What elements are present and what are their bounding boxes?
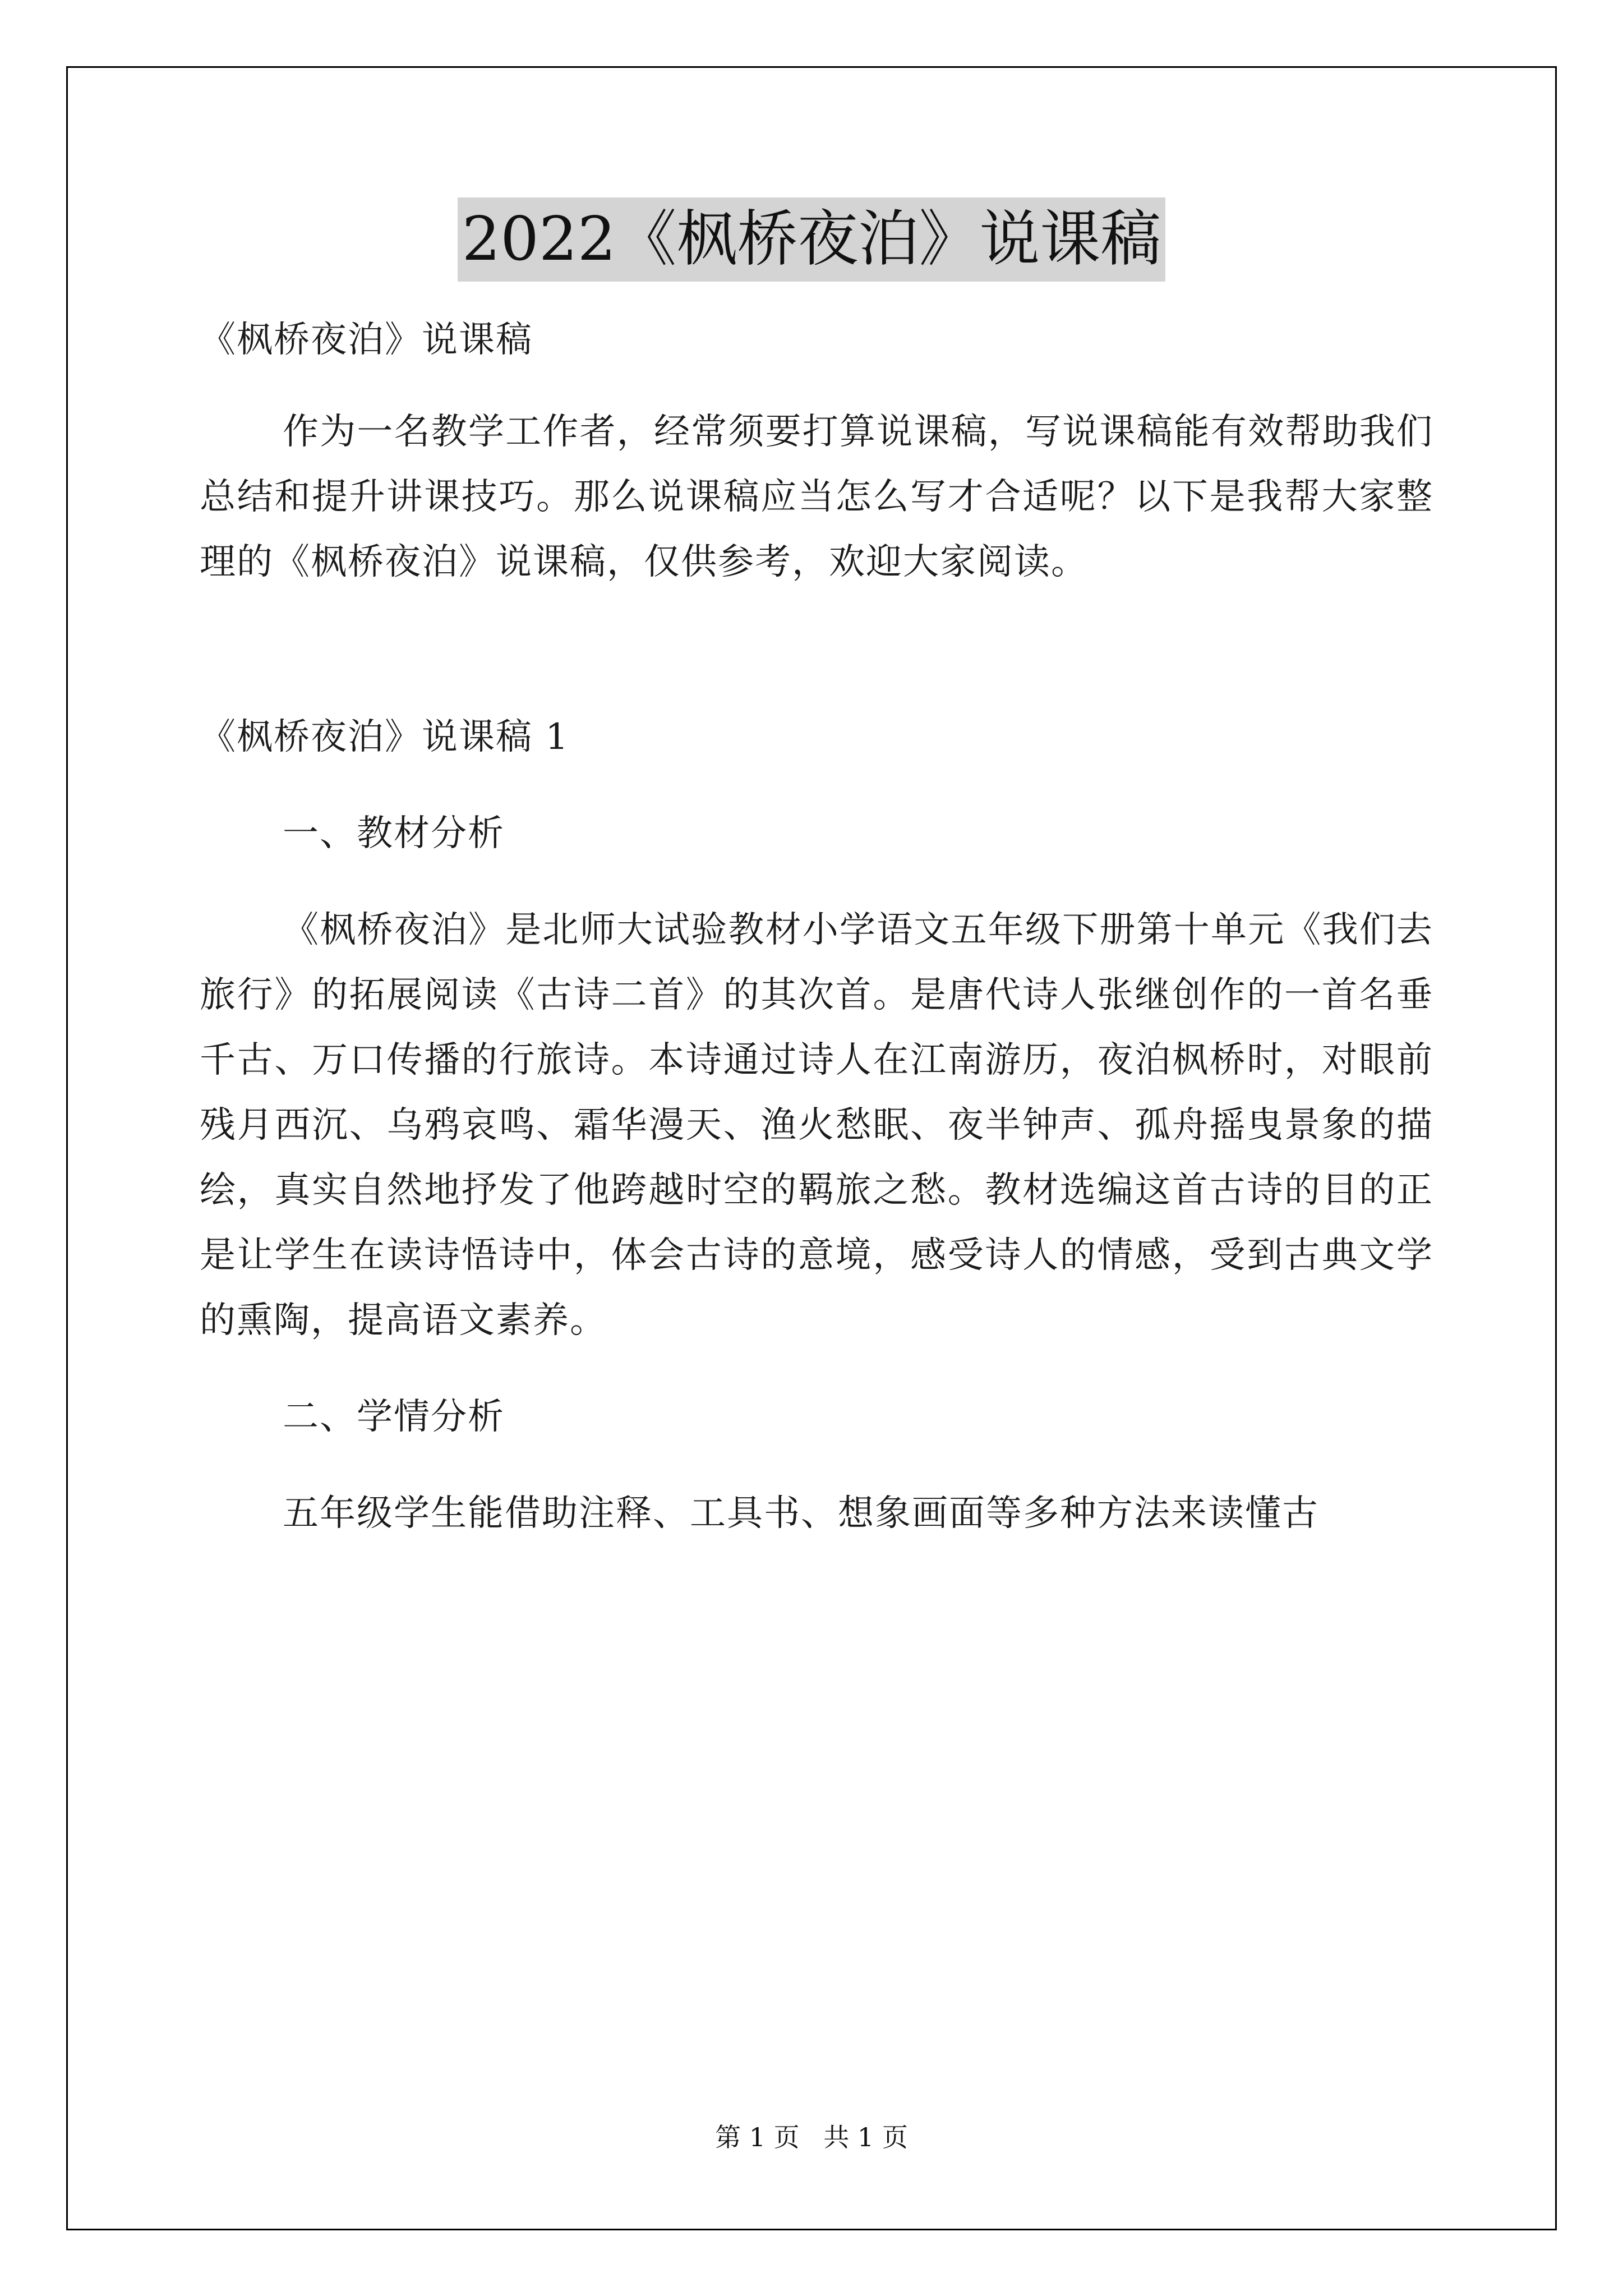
document-title: 2022《枫桥夜泊》说课稿 — [458, 197, 1166, 282]
page-footer — [0, 2119, 1623, 2155]
document-body — [200, 307, 1433, 1577]
part2-heading: 二、学情分析 — [283, 1396, 505, 1438]
page-total: 共 1 页 — [823, 2122, 908, 2152]
section-heading: 《枫桥夜泊》说课稿 1 — [200, 716, 570, 758]
title-container — [0, 197, 1623, 282]
intro-paragraph: 作为一名教学工作者，经常须要打算说课稿，写说课稿能有效帮助我们总结和提升讲课技巧。那么说课稿应当怎么写才合适呢？以下是我帮大家整理的《枫桥夜泊》说课稿，仅供参考，欢迎大家阅读。 — [200, 411, 1433, 583]
part1-heading: 一、教材分析 — [283, 813, 505, 854]
document-subtitle: 《枫桥夜泊》说课稿 — [200, 319, 533, 361]
part1-paragraph: 《枫桥夜泊》是北师大试验教材小学语文五年级下册第十单元《我们去旅行》的拓展阅读《古诗二首》的其次首。是唐代诗人张继创作的一首名垂千古、万口传播的行旅诗。本诗通过诗人在江南游历，夜泊枫桥时，对眼前残月西沉、乌鸦哀鸣、霜华漫天、渔火愁眠、夜半钟声、孤舟摇曳景象的描绘，真实自然地抒发了他跨越时空的羁旅之愁。教材选编这首古诗的目的正是让学生在读诗悟诗中，体会古诗的意境，感受诗人的情感，受到古典文学的熏陶，提高语文素养。 — [200, 909, 1433, 1341]
part2-paragraph: 五年级学生能借助注释、工具书、想象画面等多种方法来读懂古 — [283, 1493, 1319, 1534]
page-number: 第 1 页 — [715, 2122, 800, 2152]
